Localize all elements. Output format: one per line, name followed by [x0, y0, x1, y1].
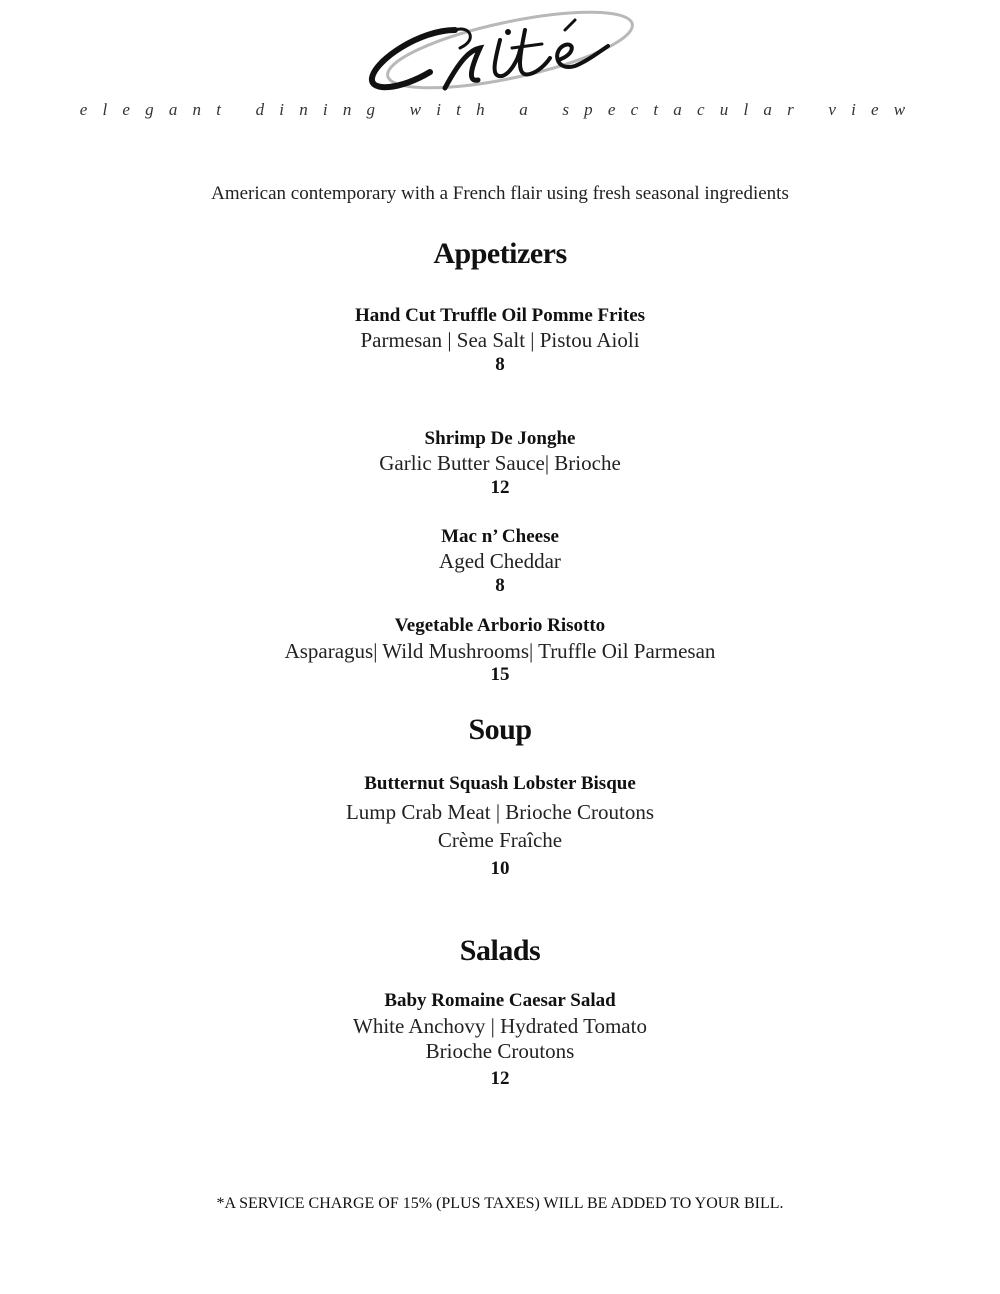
dish-name: Shrimp De Jonghe — [424, 428, 576, 449]
dish-price: 12 — [490, 477, 510, 498]
dish-description: Aged Cheddar — [439, 549, 561, 573]
dish-description: Parmesan | Sea Salt | Pistou Aioli — [360, 328, 640, 352]
dish-description: Garlic Butter Sauce| Brioche — [379, 451, 621, 475]
service-charge-note: *A SERVICE CHARGE OF 15% (PLUS TAXES) WILL BE ADDED TO YOUR BILL. — [216, 1195, 784, 1212]
cite-logo — [360, 0, 650, 100]
dish-description: Lump Crab Meat | Brioche Croutons — [345, 800, 655, 824]
dish-price: 10 — [490, 858, 510, 879]
dish-description: White Anchovy | Hydrated Tomato — [353, 1014, 647, 1038]
dish-name: Hand Cut Truffle Oil Pomme Frites — [354, 305, 646, 326]
tagline: elegant dining with a spectacular view — [79, 100, 921, 119]
dish-name: Butternut Squash Lobster Bisque — [364, 773, 636, 794]
section-title-soup: Soup — [468, 713, 532, 746]
dish-name: Mac n’ Cheese — [441, 526, 559, 547]
dish-description: Brioche Croutons — [425, 1039, 575, 1063]
dish-price: 8 — [495, 575, 505, 596]
intro-text: American contemporary with a French flair using fresh seasonal ingredients — [211, 183, 789, 204]
dish-description: Asparagus| Wild Mushrooms| Truffle Oil Parmesan — [284, 639, 716, 663]
dish-price: 12 — [490, 1068, 510, 1089]
dish-price: 15 — [490, 664, 510, 685]
dish-price: 8 — [495, 354, 505, 375]
dish-name: Vegetable Arborio Risotto — [394, 615, 606, 636]
dish-description: Crème Fraîche — [437, 828, 563, 852]
section-title-appetizers: Appetizers — [433, 237, 567, 270]
section-title-salads: Salads — [459, 934, 541, 967]
dish-name: Baby Romaine Caesar Salad — [384, 990, 616, 1011]
